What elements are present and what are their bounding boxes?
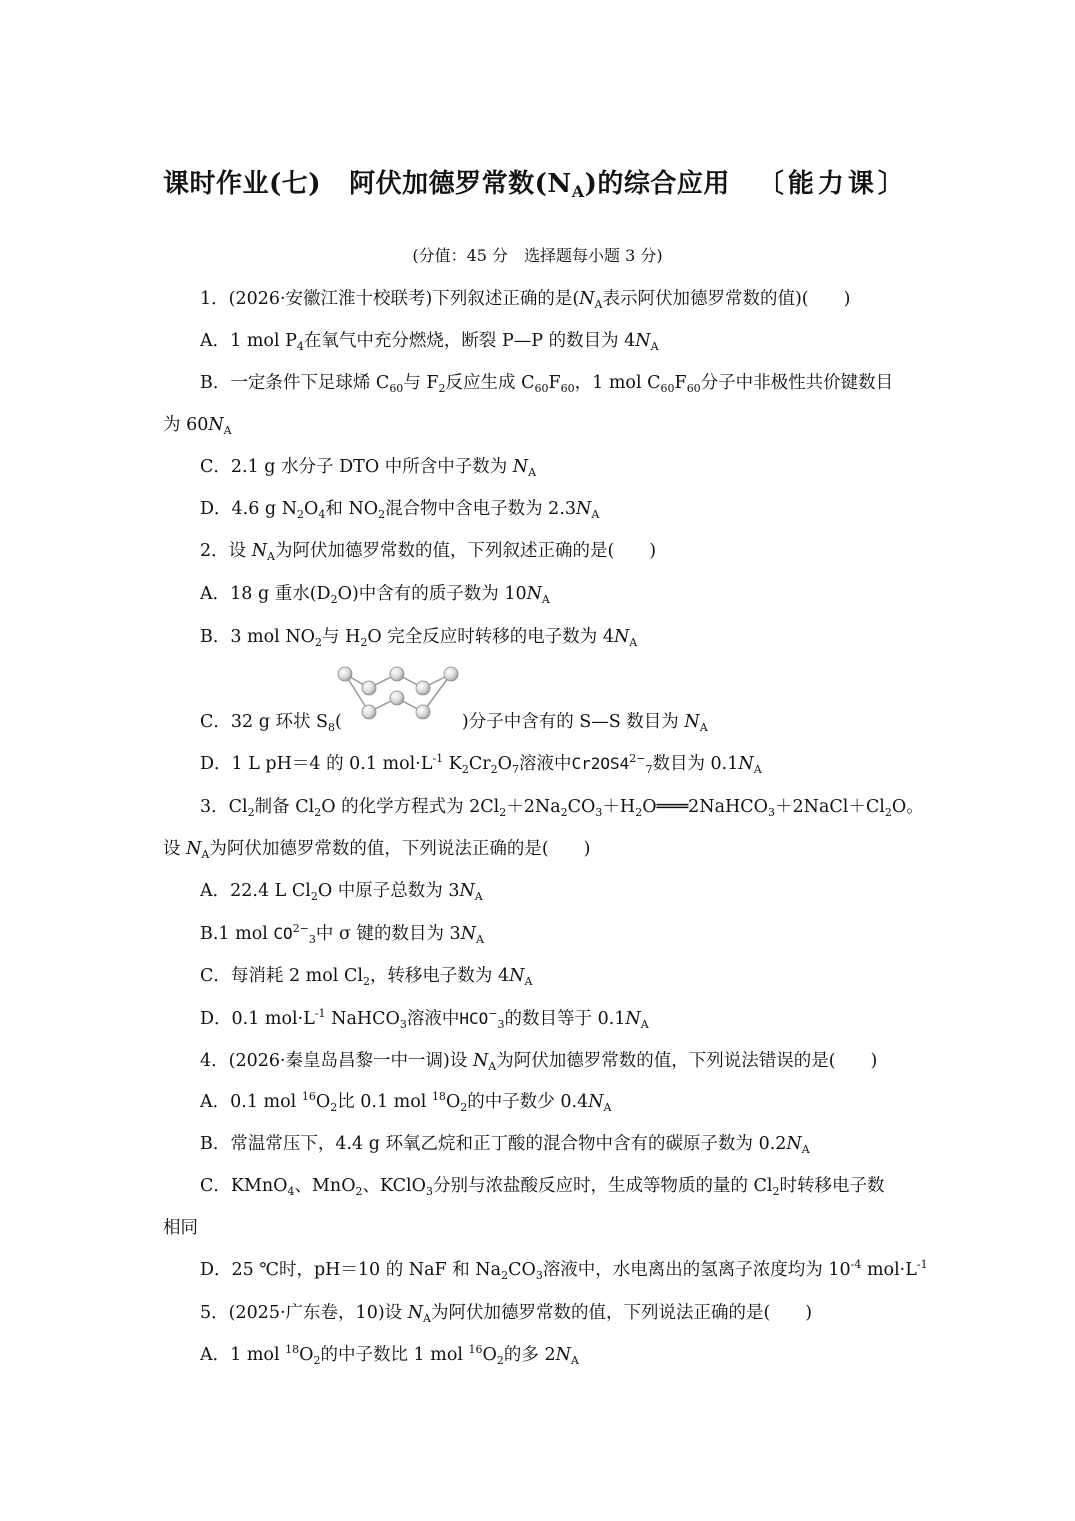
q4-option-c-cont: 相同	[163, 1218, 198, 1238]
q1-option-d: D．4.6 g $N_2O_4$和 $NO_2$混合物中含电子数为 $2.3N_A$	[200, 499, 600, 521]
q2-option-c: C．32 g 环状 $S_8$( )分子中含有的 S—S 数目为 $N_A$	[200, 712, 708, 734]
q1-stem: 1．(2026·安徽江淮十校联考)下列叙述正确的是($N_A$表示阿伏加德罗常数的值)( )	[200, 289, 851, 311]
q5-stem: 5．(2025·广东卷，10)设 $N_A$为阿伏加德罗常数的值，下列说法正确的是( )	[200, 1303, 813, 1325]
carbonate-ion-formula: CO	[273, 924, 293, 943]
q2-stem: 2．设 $N_A$为阿伏加德罗常数的值，下列叙述正确的是( )	[200, 541, 657, 563]
q4-option-a: A．0.1 mol $^{16}O_2$比 0.1 mol $^{18}O_2$的中子数少 $0.4N_A$	[200, 1090, 612, 1114]
q2-option-b: B．3 mol $NO_2$与 $H_2O$ 完全反应时转移的电子数为 $4N_A$	[200, 627, 638, 649]
q4-stem: 4．(2026·秦皇岛昌黎一中一调)设 $N_A$为阿伏加德罗常数的值，下列说法错误的是( )	[200, 1051, 878, 1073]
dichromate-ion-formula: Cr2OS4	[571, 754, 630, 773]
title-main: 课时作业(七)	[163, 169, 322, 199]
q3-option-d: D．0.1 $mol\cdot L^{-1}$ NaHCO$_3$溶液中$HCO^-_3$的数目等于 $0.1N_A$	[200, 1007, 649, 1031]
q5-option-a: A．1 mol $^{18}O_2$的中子数比 1 mol $^{16}O_2$的多 $2N_A$	[200, 1343, 579, 1367]
q4-option-c: C．KMnO$_4$、MnO$_2$、KClO$_3$分别与浓盐酸反应时，生成等物质的量的 $Cl_2$时转移电子数	[200, 1176, 885, 1198]
q3-stem: 3．$Cl_2$制备 $Cl_2O$ 的化学方程式为 $2Cl_2+2Na_2CO_3+H_2O═══2NaHCO_3+2NaCl+Cl_2O$。	[200, 797, 924, 819]
q1-option-b: B．一定条件下足球烯 $C_{60}$与 $F_2$反应生成 $C_{60}F_{60}$，1 mol $C_{60}F_{60}$分子中非极性共价键数目	[200, 373, 894, 395]
lesson-type-tag: 〔能力课〕	[757, 169, 908, 199]
bicarbonate-ion-formula: HCO	[459, 1009, 489, 1028]
page-title: 课时作业(七) 阿伏加德罗常数$(N_A)$的综合应用 〔能力课〕	[163, 169, 908, 201]
q3-option-b: B.1 mol $CO^{2-}_3$中 σ 键的数目为 $3N_A$	[200, 922, 484, 946]
q4-option-b: B．常温常压下，4.4 g 环氧乙烷和正丁酸的混合物中含有的碳原子数为 $0.2N_A$	[200, 1134, 810, 1156]
q2-option-d: D．1 L pH＝4 的 0.1 $mol\cdot L^{-1}$ $K_2Cr_2O_7$溶液中$Cr2OS4^{2-}_7$数目为 $0.1N_A$	[200, 752, 762, 776]
q1-option-b-cont: 为 $60N_A$	[163, 415, 232, 437]
q3-option-c: C．每消耗 2 mol $Cl_2$，转移电子数为 $4N_A$	[200, 966, 533, 988]
q4-option-d: D．25 ℃时，pH＝10 的 NaF 和 $Na_2CO_3$溶液中，水电离出的氢离子浓度均为 $10^{-4}$ $mol\cdot L^{-1}$	[200, 1258, 928, 1282]
q1-option-c: C．2.1 g 水分子 DTO 中所含中子数为 $N_A$	[200, 457, 537, 479]
score-note: (分值：45 分 选择题每小题 3 分)	[412, 246, 663, 265]
q1-option-a: A．1 mol $P_4$在氧气中充分燃烧，断裂 P—P 的数目为 $4N_A$	[200, 331, 659, 353]
q3-option-a: A．22.4 L $Cl_2O$ 中原子总数为 $3N_A$	[200, 881, 483, 903]
q3-stem-cont: 设 $N_A$为阿伏加德罗常数的值，下列说法正确的是( )	[163, 839, 591, 861]
q2-option-a: A．18 g 重水$(D_2O)$中含有的质子数为 $10N_A$	[200, 584, 550, 606]
